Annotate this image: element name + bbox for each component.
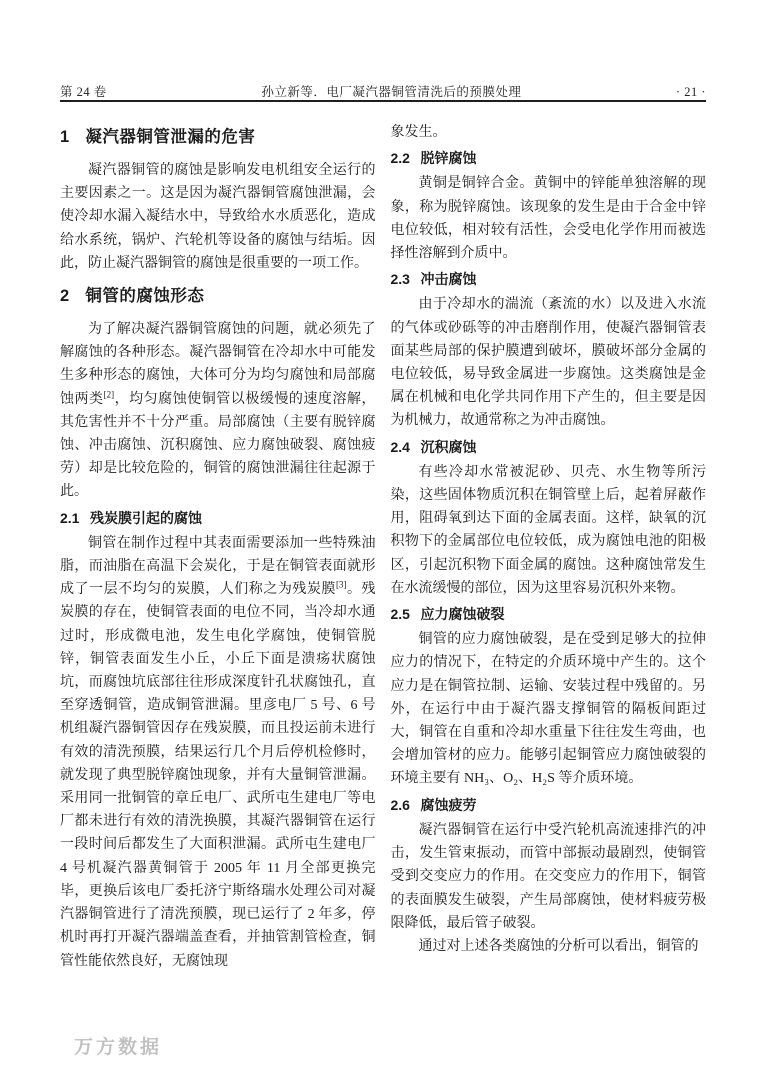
section-2-6-paragraph xyxy=(391,819,707,935)
section-2-1-number: 2.1 xyxy=(60,509,80,526)
carryover-paragraph xyxy=(391,121,707,144)
section-2-2-paragraph xyxy=(391,172,707,265)
section-2-1-paragraph xyxy=(60,532,376,973)
section-2-2-heading xyxy=(391,147,707,170)
paragraph-text: 黄铜是铜锌合金。黄铜中的锌能单独溶解的现象，称为脱锌腐蚀。该现象的发生是由于合金中锌电位较低，相对较有活性，会受电化学作用而被选择性溶解到介质中。 xyxy=(390,176,706,262)
section-2-6-number: 2.6 xyxy=(390,796,410,813)
header-volume: 第 24 卷 xyxy=(60,85,107,99)
section-2-4-title: 沉积腐蚀 xyxy=(420,438,477,455)
section-1-number: 1 xyxy=(60,128,70,146)
section-2-5-number: 2.5 xyxy=(390,606,410,623)
wanfang-data-watermark: 万方数据 xyxy=(74,1037,163,1058)
citation-ref-3: [3] xyxy=(335,579,347,590)
paragraph-text: 通过对上述各类腐蚀的分析可以看出，铜管的 xyxy=(418,938,699,954)
running-header xyxy=(60,82,706,100)
section-1-title: 凝汽器铜管泄漏的危害 xyxy=(85,128,256,146)
section-2-5-paragraph xyxy=(391,628,707,790)
section-2-2-title: 脱锌腐蚀 xyxy=(420,150,477,167)
section-2-4-heading xyxy=(391,436,707,459)
section-2-3-paragraph xyxy=(391,293,707,432)
paragraph-text: 铜管的应力腐蚀破裂，是在受到足够大的拉伸应力的情况下，在特定的介质环境中产生的。这个应力是在铜管拉制、运输、安装过程中残留的。另外，在运行中由于凝汽器支撑铜管的隔板间距过大，铜管在自重和冷却水重量下往往发生弯曲，也会增加管材的应力。能够引起铜管应力腐蚀破裂的环境主要有 NH₃、O₂、H₂S 等介质环境。 xyxy=(390,632,706,787)
header-running-title: 孙立新等．电厂凝汽器铜管清洗后的预膜处理 xyxy=(261,85,522,99)
paragraph-text: 。残炭膜的存在，使铜管表面的电位不同，当冷却水通过时，形成微电池，发生电化学腐蚀，使铜管脱锌，铜管表面发生小丘，小丘下面是溃疡状腐蚀坑，而腐蚀坑底部往往形成深度针孔状腐蚀孔，直至穿透铜管，造成铜管泄漏。里彦电厂 5 号、6 号机组凝汽器铜管因存在残炭膜，而且投运前未进行有效的清洗预膜，结果运行几个月后停机检修时，就发现了典型脱锌腐蚀现象，并有大量铜管泄漏。采用同一批铜管的章丘电厂、武所屯生建电厂等电厂都未进行有效的清洗换膜，其凝汽器铜管在运行一段时间后都发生了大面积泄漏。武所屯生建电厂 4 号机凝汽器黄铜管于 2005 年 11 月全部更换完毕，更换后该电厂委托济宁斯络瑞水处理公司对凝汽器铜管进行了清洗预膜，现已运行了 2 年多，停机时再打开凝汽器端盖查看，并抽管割管检查，铜管性能依然良好，无腐蚀现 xyxy=(60,582,376,969)
header-page-number: · 21 · xyxy=(675,85,706,99)
section-2-6-title: 腐蚀疲劳 xyxy=(420,796,477,813)
section-2-3-heading xyxy=(391,268,707,291)
section-2-3-title: 冲击腐蚀 xyxy=(420,271,477,288)
section-2-4-number: 2.4 xyxy=(390,438,410,455)
header-rule xyxy=(60,100,706,102)
section-2-5-heading xyxy=(391,603,707,626)
section-2-6-heading xyxy=(391,794,707,817)
section-2-heading xyxy=(60,284,376,308)
section-1-heading xyxy=(60,125,376,149)
paragraph-text: 铜管在制作过程中其表面需要添加一些特殊油脂，而油脂在高温下会炭化，于是在铜管表面就形成了一层不均匀的炭膜，人们称之为残炭膜 xyxy=(60,535,376,598)
left-column xyxy=(60,121,376,973)
paragraph-text: 由于冷却水的湍流（紊流的水）以及进入水流的气体或砂砾等的冲击磨削作用，使凝汽器铜管表面某些局部的保护膜遭到破坏，膜破坏部分金属的电位较低，易导致金属进一步腐蚀。这类腐蚀是金属在机械和电化学共同作用下产生的，但主要是因为机械力，故通常称之为冲击腐蚀。 xyxy=(390,297,706,429)
section-2-paragraph xyxy=(60,318,376,504)
section-2-5-title: 应力腐蚀破裂 xyxy=(420,606,505,623)
section-2-3-number: 2.3 xyxy=(390,271,410,288)
citation-ref-2: [2] xyxy=(103,388,115,399)
section-2-4-paragraph xyxy=(391,461,707,600)
paragraph-text: 为了解决凝汽器铜管腐蚀的问题，就必须先了解腐蚀的各种形态。凝汽器铜管在冷却水中可能发生多种形态的腐蚀，大体可分为均匀腐蚀和局部腐蚀两类 xyxy=(60,322,376,407)
closing-paragraph xyxy=(391,935,707,958)
body-columns xyxy=(60,121,706,973)
paragraph-text: 凝汽器铜管在运行中受汽轮机高流速排汽的冲击，发生管束振动，而管中部振动最剧烈，使铜管受到交变应力的作用。在交变应力的作用下，铜管的表面膜发生破裂，产生局部腐蚀，使材料疲劳极限降低，最后管子破裂。 xyxy=(390,822,706,931)
section-2-1-title: 残炭膜引起的腐蚀 xyxy=(89,509,202,526)
paragraph-text: 象发生。 xyxy=(390,125,447,140)
paragraph-text: 有些冷却水常被泥砂、贝壳、水生物等所污染，这些固体物质沉积在铜管壁上后，起着屏蔽作用，阻碍氧到达下面的金属表面。这样，缺氧的沉积物下的金属部位电位较低，成为腐蚀电池的阳极区，引起沉积物下面金属的腐蚀。这种腐蚀常发生在水流缓慢的部位，因为这里容易沉积外来物。 xyxy=(390,464,706,596)
paragraph-text: 凝汽器铜管的腐蚀是影响发电机组安全运行的主要因素之一。这是因为凝汽器铜管腐蚀泄漏，会使冷却水漏入凝结水中，导致给水水质恶化，造成给水系统，锅炉、汽轮机等设备的腐蚀与结垢。因此，防止凝汽器铜管的腐蚀是很重要的一项工作。 xyxy=(60,163,376,271)
section-2-title: 铜管的腐蚀形态 xyxy=(85,287,205,306)
right-column xyxy=(391,121,707,973)
paragraph-text: ，均匀腐蚀使铜管以极缓慢的速度溶解，其危害性并不十分严重。局部腐蚀（主要有脱锌腐蚀、冲击腐蚀、沉积腐蚀、应力腐蚀破裂、腐蚀疲劳）却是比较危险的，铜管的腐蚀泄漏往往起源于此。 xyxy=(60,391,376,500)
section-1-paragraph xyxy=(60,159,376,275)
section-2-number: 2 xyxy=(60,287,70,306)
section-2-1-heading xyxy=(60,507,376,530)
section-2-2-number: 2.2 xyxy=(390,150,410,167)
